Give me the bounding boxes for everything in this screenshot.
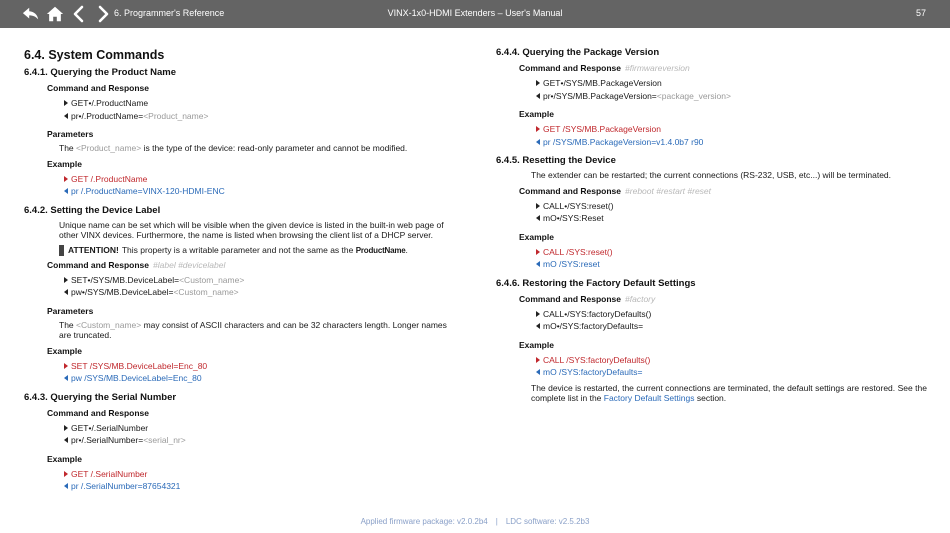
example-response: mO /SYS:reset (533, 258, 927, 271)
response-line: mO•/SYS:factoryDefaults= (533, 320, 927, 333)
arrow-right-icon (533, 77, 543, 89)
arrow-left-icon (61, 185, 71, 197)
subsection-heading: 6.4.4. Querying the Package Version (496, 47, 660, 58)
example-response: mO /SYS:factoryDefaults= (533, 366, 927, 379)
example-command: CALL /SYS:reset() (533, 246, 927, 259)
response-line: pr•/SYS/MB.PackageVersion= <package_version> (533, 90, 927, 103)
arrow-right-icon (61, 360, 71, 372)
command-response-label: Command and Response #label #devicelabel (47, 259, 226, 270)
arrow-right-icon (533, 123, 543, 135)
example-label: Example (519, 109, 554, 119)
firmware-version: Applied firmware package: v2.0.2b4 (360, 517, 488, 526)
subsection-heading: 6.4.6. Restoring the Factory Default Settings (496, 277, 696, 289)
factory-default-settings-link[interactable]: Factory Default Settings (603, 393, 695, 403)
command-response-label: Command and Response #factory (519, 293, 656, 304)
example-response: pr /SYS/MB.PackageVersion=v1.4.0b7 r90 (533, 136, 927, 149)
example-label: Example (47, 453, 82, 464)
arrow-left-icon (533, 90, 543, 102)
search-tags: #label #devicelabel (153, 259, 226, 270)
attention-bar-icon (59, 245, 64, 256)
response-line: mO•/SYS:Reset (533, 212, 927, 225)
arrow-right-icon (533, 200, 543, 212)
command-line: GET•/.SerialNumber (61, 422, 456, 435)
response-line: pr•/.ProductName= <Product_name> (61, 110, 456, 123)
document-title: VINX-1x0-HDMI Extenders – User's Manual (387, 8, 563, 18)
arrow-left-icon (533, 136, 543, 148)
arrow-left-icon (61, 110, 71, 122)
right-column (496, 44, 927, 408)
arrow-right-icon (61, 468, 71, 480)
response-line: pw•/SYS/MB.DeviceLabel= <Custom_name> (61, 286, 456, 299)
search-tags: #factory (625, 293, 656, 304)
arrow-left-icon (61, 372, 71, 384)
command-line: SET•/SYS/MB.DeviceLabel= <Custom_name> (61, 274, 456, 287)
example-response: pr /.ProductName=VINX-120-HDMI-ENC (61, 185, 456, 198)
command-line: GET•/SYS/MB.PackageVersion (533, 77, 927, 90)
parameters-label: Parameters (47, 305, 94, 316)
ldc-version: LDC software: v2.5.2b3 (505, 517, 590, 526)
example-command: CALL /SYS:factoryDefaults() (533, 354, 927, 367)
arrow-right-icon (61, 97, 71, 109)
command-line: CALL•/SYS:reset() (533, 200, 927, 213)
parameters-label: Parameters (47, 129, 94, 139)
arrow-right-icon (533, 246, 543, 258)
footer-separator: | (495, 517, 498, 526)
example-response: pw /SYS/MB.DeviceLabel=Enc_80 (61, 372, 456, 385)
arrow-right-icon (61, 422, 71, 434)
command-response-label: Command and Response #reboot #restart #reset (519, 185, 712, 196)
arrow-left-icon (533, 320, 543, 332)
subsection-heading: 6.4.1. Querying the Product Name (24, 67, 177, 78)
arrow-left-icon (533, 212, 543, 224)
arrow-left-icon (61, 480, 71, 492)
response-line: pr•/.SerialNumber= <serial_nr> (61, 434, 456, 447)
arrow-left-icon (61, 434, 71, 446)
example-command: GET /.SerialNumber (61, 468, 456, 481)
page-footer (0, 517, 950, 526)
example-response: pr /.SerialNumber=87654321 (61, 480, 456, 493)
arrow-left-icon (61, 286, 71, 298)
subsection-heading: 6.4.3. Querying the Serial Number (24, 391, 177, 403)
command-line: GET•/.ProductName (61, 97, 456, 110)
parameter-description: The <Product_name> is the type of the device: read-only parameter and cannot be modified. (59, 143, 408, 153)
example-command: SET /SYS/MB.DeviceLabel=Enc_80 (61, 360, 456, 373)
command-response-label: Command and Response (47, 407, 150, 418)
arrow-right-icon (533, 354, 543, 366)
example-label: Example (47, 158, 82, 169)
section-description: The extender can be restarted; the current connections (RS-232, USB, etc...) will be terminated. (531, 170, 892, 180)
section-heading: 6.4. System Commands (24, 48, 165, 62)
arrow-right-icon (533, 308, 543, 320)
search-tags: #reboot #restart #reset (625, 185, 712, 196)
example-command: GET /.ProductName (61, 173, 456, 186)
section-description: The device is restarted, the current connections are terminated, the default settings are restored. See the complete list in the Factory Default Settings section. (531, 382, 927, 403)
header-bar (0, 0, 950, 28)
parameter-description: The <Custom_name> may consist of ASCII characters and can be 32 characters length. Longer names are truncated. (59, 319, 447, 340)
example-command: GET /SYS/MB.PackageVersion (533, 123, 927, 136)
example-label: Example (519, 339, 554, 350)
arrow-left-icon (533, 366, 543, 378)
attention-note: ATTENTION! This property is a writable parameter and not the same as the ProductName . (59, 245, 456, 256)
page-number: 57 (915, 8, 926, 18)
example-label: Example (47, 345, 82, 356)
section-description: Unique name can be set which will be visible when the given device is listed in the built-in web page of other VINX devices. Furthermore, the name is listed when browsing the client list of a DHCP server. (59, 219, 444, 240)
search-tags: #firmwareversion (625, 63, 690, 73)
command-line: CALL•/SYS:factoryDefaults() (533, 308, 927, 321)
arrow-right-icon (61, 274, 71, 286)
example-label: Example (519, 231, 554, 242)
subsection-heading: 6.4.2. Setting the Device Label (24, 204, 161, 216)
left-column (24, 44, 456, 493)
command-response-label: Command and Response (47, 83, 150, 93)
arrow-right-icon (61, 173, 71, 185)
chapter-title: 6. Programmer's Reference (114, 8, 225, 18)
subsection-heading: 6.4.5. Resetting the Device (496, 155, 616, 166)
arrow-left-icon (533, 258, 543, 270)
command-response-label: Command and Response #firmwareversion (519, 63, 690, 73)
